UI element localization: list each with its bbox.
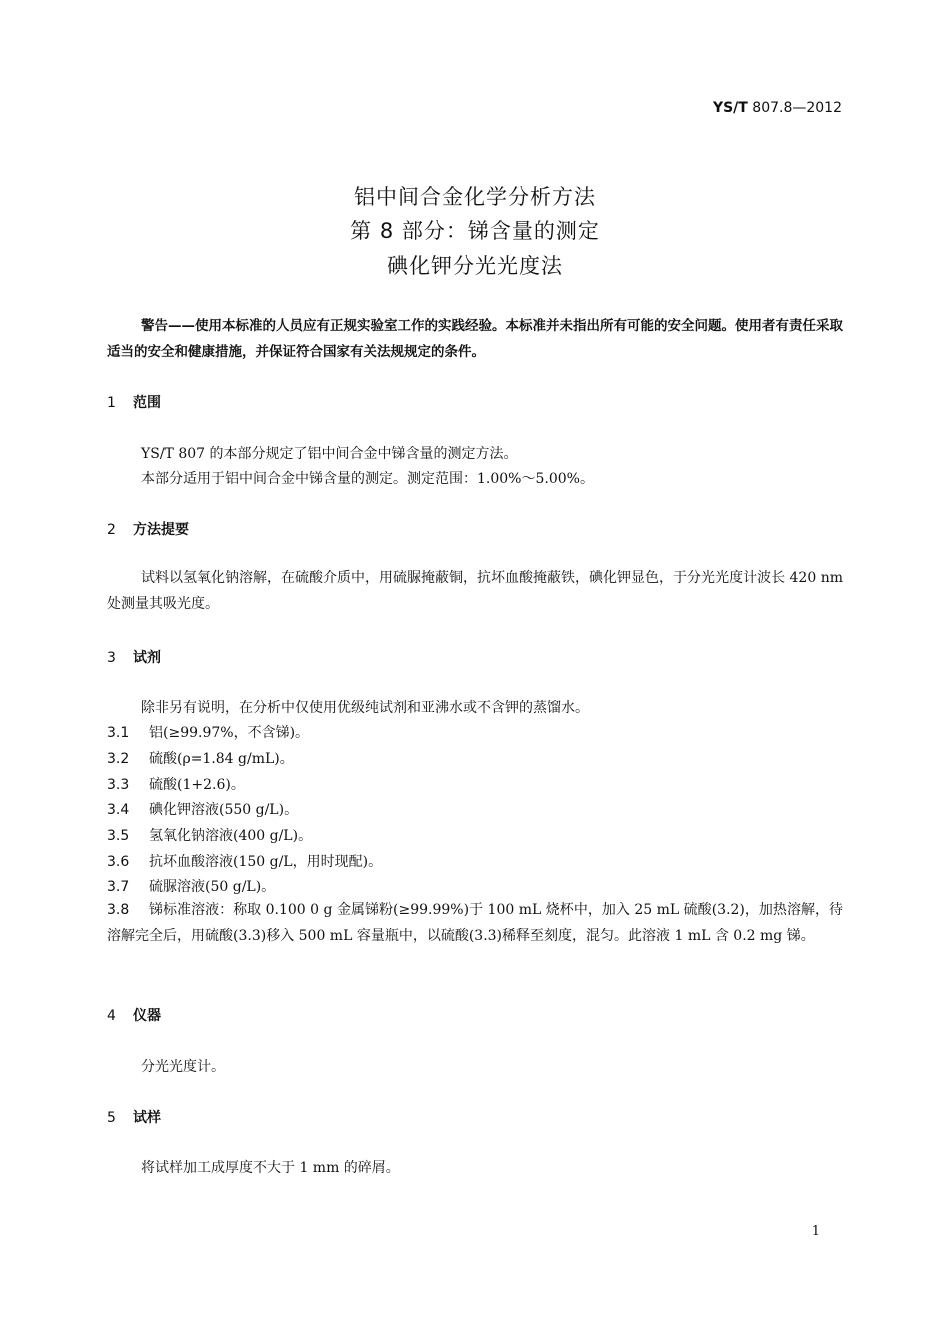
section-number: 5	[107, 1110, 116, 1126]
standard-code	[713, 100, 842, 116]
reagent-item	[107, 825, 312, 845]
item-number: 3.5	[107, 828, 130, 844]
reagent-item	[107, 774, 245, 794]
item-text: 硫脲溶液(50 g/L)。	[149, 879, 276, 895]
section-number: 1	[107, 395, 116, 411]
item-text: 铝(≥99.97%，不含锑)。	[149, 725, 310, 741]
item-number: 3.6	[107, 854, 130, 870]
section-number: 4	[107, 1008, 116, 1024]
item-text: 硫酸(1+2.6)。	[149, 777, 245, 793]
section-number: 2	[107, 522, 116, 538]
section-5-paragraph: 将试样加工成厚度不大于 1 mm 的碎屑。	[141, 1160, 400, 1176]
section-4-heading	[107, 1005, 161, 1025]
section-title: 仪器	[133, 1008, 161, 1024]
section-title: 试剂	[133, 650, 161, 666]
item-text: 碘化钾溶液(550 g/L)。	[149, 802, 299, 818]
title-line-2: 第 8 部分：锑含量的测定	[350, 219, 600, 243]
section-number: 3	[107, 650, 116, 666]
item-text: 抗坏血酸溶液(150 g/L，用时现配)。	[149, 854, 383, 870]
section-1-paragraph-2: 本部分适用于铝中间合金中锑含量的测定。测定范围：1.00%～5.00%。	[141, 471, 594, 487]
title-line-3: 碘化钾分光光度法	[387, 254, 563, 278]
section-title: 范围	[133, 395, 161, 411]
section-1-heading	[107, 392, 161, 412]
reagent-item	[107, 748, 294, 768]
section-3-heading	[107, 647, 161, 667]
section-title: 方法提要	[133, 522, 189, 538]
reagent-item	[107, 897, 843, 949]
section-5-heading	[107, 1107, 161, 1127]
section-2-heading	[107, 519, 189, 539]
standard-prefix: YS/T	[712, 100, 748, 116]
item-text: 氢氧化钠溶液(400 g/L)。	[149, 828, 313, 844]
page-number: 1	[811, 1224, 820, 1239]
item-number: 3.3	[107, 777, 130, 793]
standard-number: 807.8—2012	[752, 100, 842, 116]
item-text: 硫酸(ρ=1.84 g/mL)。	[149, 751, 294, 767]
reagent-item	[107, 722, 309, 742]
item-number: 3.2	[107, 751, 130, 767]
reagent-item	[107, 799, 298, 819]
item-number: 3.4	[107, 802, 130, 818]
reagent-item	[107, 851, 382, 871]
warning-paragraph: 警告——使用本标准的人员应有正规实验室工作的实践经验。本标准并未指出所有可能的安全问题。使用者有责任采取适当的安全和健康措施，并保证符合国家有关法规规定的条件。	[107, 318, 843, 360]
reagent-item	[107, 876, 275, 896]
section-1-paragraph-1: YS/T 807 的本部分规定了铝中间合金中锑含量的测定方法。	[141, 446, 518, 462]
section-4-paragraph: 分光光度计。	[141, 1059, 225, 1075]
item-number: 3.8	[107, 902, 130, 918]
item-text: 锑标准溶液：称取 0.100 0 g 金属锑粉(≥99.99%)于 100 mL 烧杯中，加入 25 mL 硫酸(3.2)，加热溶解，待溶解完全后，用硫酸(3.3)移入 500 mL 容量瓶中，以硫酸(3.3)稀释至刻度，混匀。此溶液 1 mL 含 0.2 mg 锑。	[107, 902, 843, 944]
section-title: 试样	[133, 1110, 161, 1126]
title-line-1: 铝中间合金化学分析方法	[354, 185, 596, 209]
section-3-intro: 除非另有说明，在分析中仅使用优级纯试剂和亚沸水或不含钾的蒸馏水。	[141, 700, 589, 716]
section-2-paragraph: 试料以氢氧化钠溶解，在硫酸介质中，用硫脲掩蔽铜，抗坏血酸掩蔽铁，碘化钾显色，于分光光度计波长 420 nm 处测量其吸光度。	[107, 570, 843, 612]
item-number: 3.1	[107, 725, 130, 741]
item-number: 3.7	[107, 879, 130, 895]
